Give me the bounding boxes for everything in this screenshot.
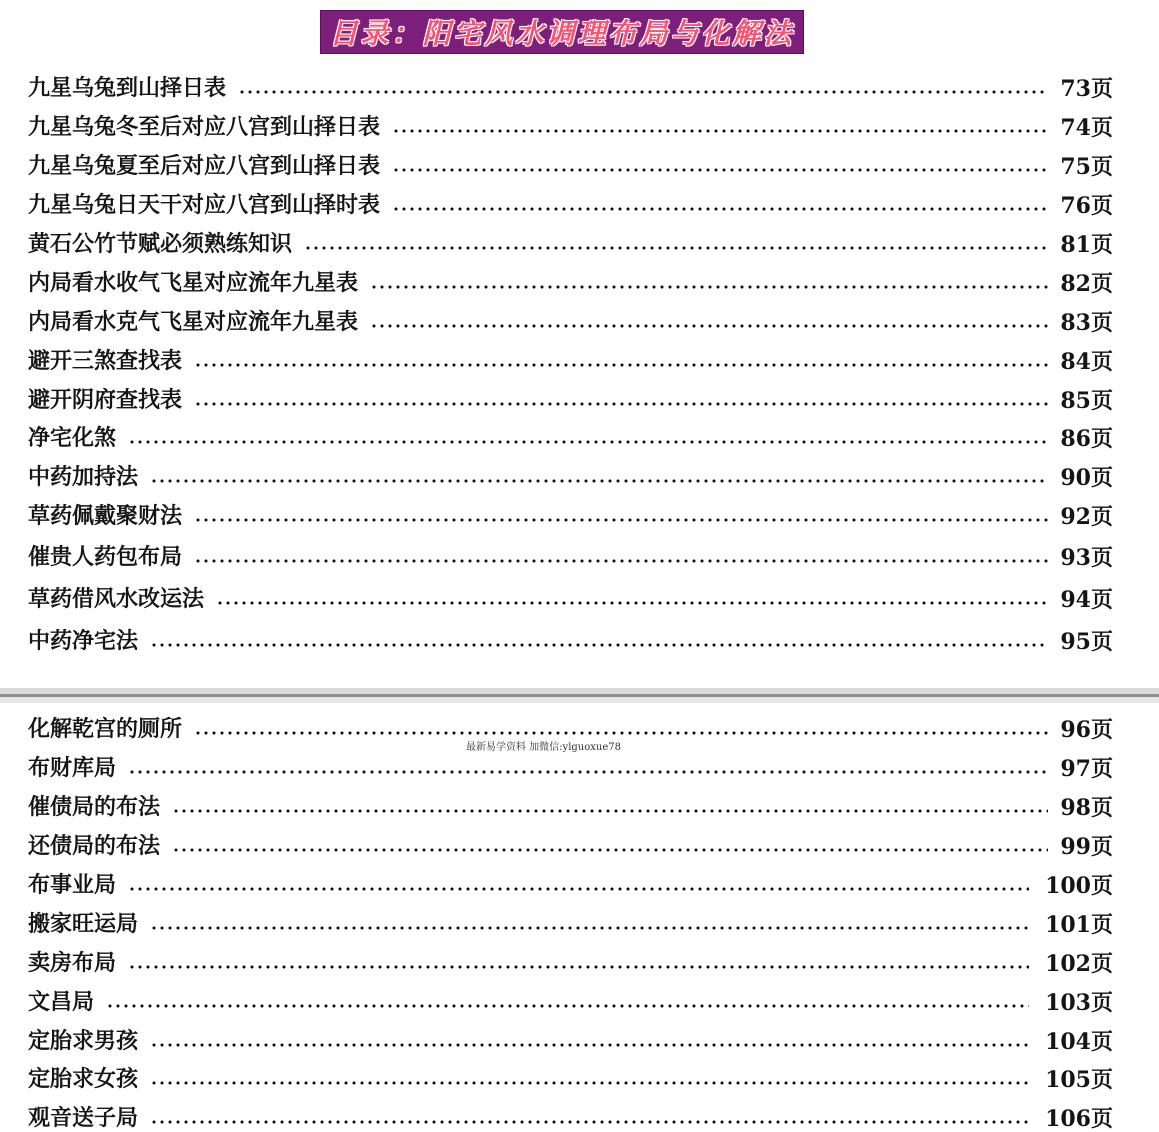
toc-entry-title: 定胎求男孩: [28, 1028, 139, 1054]
toc-entry[interactable]: [28, 828, 1113, 867]
dot-leader: [304, 246, 1048, 250]
toc-entry[interactable]: [28, 537, 1113, 579]
toc-entry-page-number: 83页: [1060, 309, 1113, 336]
toc-page-2: [0, 703, 1159, 1132]
dot-leader: [172, 809, 1048, 813]
toc-entry[interactable]: [28, 621, 1113, 663]
toc-entry-title: 九星乌兔到山择日表: [28, 76, 227, 102]
toc-entry-page-number: 86页: [1060, 426, 1113, 453]
toc-entry-title: 搬家旺运局: [28, 911, 139, 937]
toc-entry-page-number: 101页: [1045, 911, 1113, 938]
dot-leader: [150, 1081, 1029, 1085]
toc-entry-title: 中药加持法: [28, 465, 139, 491]
dot-leader: [238, 90, 1048, 94]
toc-entry[interactable]: [28, 750, 1113, 789]
toc-entry[interactable]: [28, 70, 1113, 109]
page-separator: [0, 688, 1159, 703]
toc-entry-title: 还债局的布法: [28, 834, 161, 860]
toc-entry-title: 布财库局: [28, 756, 117, 782]
toc-entry-title: 草药佩戴聚财法: [28, 504, 183, 530]
toc-entry-title: 卖房布局: [28, 950, 117, 976]
toc-entry[interactable]: [28, 264, 1113, 303]
toc-entry-page-number: 104页: [1045, 1028, 1113, 1055]
toc-entry[interactable]: [28, 148, 1113, 187]
dot-leader: [150, 1043, 1029, 1047]
dot-leader: [194, 559, 1048, 563]
toc-entry-title: 九星乌兔夏至后对应八宫到山择日表: [28, 154, 381, 180]
toc-entry-page-number: 90页: [1060, 465, 1113, 492]
toc-list-page-2: [28, 711, 1113, 1132]
dot-leader: [128, 770, 1048, 774]
toc-entry[interactable]: [28, 342, 1113, 381]
toc-entry-page-number: 102页: [1045, 950, 1113, 977]
dot-leader: [106, 1004, 1029, 1008]
dot-leader: [172, 848, 1048, 852]
toc-entry-page-number: 105页: [1045, 1067, 1113, 1094]
toc-entry-page-number: 103页: [1045, 989, 1113, 1016]
toc-entry[interactable]: [28, 303, 1113, 342]
toc-entry[interactable]: [28, 381, 1113, 420]
dot-leader: [216, 601, 1048, 605]
dot-leader: [370, 324, 1048, 328]
toc-entry-title: 布事业局: [28, 873, 117, 898]
toc-entry-page-number: 76页: [1060, 193, 1113, 220]
toc-entry-page-number: 85页: [1060, 387, 1113, 414]
toc-entry-title: 九星乌兔冬至后对应八宫到山择日表: [28, 115, 381, 141]
toc-entry-page-number: 94页: [1060, 586, 1113, 613]
dot-leader: [392, 168, 1048, 172]
toc-entry-page-number: 93页: [1060, 544, 1113, 571]
toc-entry[interactable]: [28, 109, 1113, 148]
toc-entry-title: 内局看水克气飞星对应流年九星表: [28, 309, 359, 335]
toc-entry-page-number: 98页: [1060, 795, 1113, 822]
toc-entry-page-number: 100页: [1045, 873, 1113, 899]
dot-leader: [392, 129, 1048, 133]
toc-entry-page-number: 73页: [1060, 76, 1113, 103]
toc-entry-title: 文昌局: [28, 989, 95, 1015]
toc-entry-page-number: 84页: [1060, 348, 1113, 375]
toc-entry-page-number: 95页: [1060, 628, 1113, 655]
toc-entry[interactable]: [28, 187, 1113, 226]
dot-leader: [150, 926, 1029, 930]
toc-entry-page-number: 74页: [1060, 115, 1113, 142]
dot-leader: [194, 363, 1048, 367]
toc-list-page-1: [28, 70, 1113, 663]
toc-entry-page-number: 96页: [1060, 717, 1113, 744]
toc-entry-title: 催债局的布法: [28, 795, 161, 821]
toc-entry-page-number: 75页: [1060, 154, 1113, 181]
dot-leader: [150, 643, 1048, 647]
toc-entry[interactable]: [28, 1022, 1113, 1061]
toc-entry-title: 净宅化煞: [28, 426, 117, 452]
toc-entry-page-number: 82页: [1060, 270, 1113, 297]
toc-entry[interactable]: [28, 420, 1113, 459]
toc-entry-page-number: 99页: [1060, 834, 1113, 861]
toc-entry[interactable]: [28, 867, 1113, 906]
toc-entry-title: 避开三煞查找表: [28, 348, 183, 374]
toc-entry[interactable]: [28, 1061, 1113, 1100]
toc-entry[interactable]: [28, 579, 1113, 621]
toc-entry-title: 化解乾宫的厕所: [28, 717, 183, 743]
dot-leader: [128, 965, 1029, 969]
dot-leader: [128, 440, 1048, 444]
toc-entry[interactable]: [28, 226, 1113, 265]
toc-entry-title: 中药净宅法: [28, 628, 139, 654]
toc-entry-page-number: 106页: [1045, 1106, 1113, 1132]
toc-entry-title: 九星乌兔日天干对应八宫到山择时表: [28, 193, 381, 219]
toc-entry-page-number: 92页: [1060, 504, 1113, 531]
toc-entry[interactable]: [28, 498, 1113, 537]
dot-leader: [194, 518, 1048, 522]
toc-entry-page-number: 81页: [1060, 232, 1113, 258]
toc-entry-title: 内局看水收气飞星对应流年九星表: [28, 270, 359, 296]
toc-entry[interactable]: [28, 905, 1113, 944]
toc-entry-page-number: 97页: [1060, 756, 1113, 783]
dot-leader: [194, 731, 1048, 735]
toc-entry[interactable]: [28, 1100, 1113, 1132]
watermark-text: 最新易学资料 加微信:ylguoxue78: [466, 742, 621, 753]
dot-leader: [150, 1120, 1029, 1124]
toc-title: 目录：阳宅风水调理布局与化解法: [329, 17, 795, 50]
dot-leader: [150, 479, 1048, 483]
dot-leader: [128, 887, 1029, 891]
toc-entry[interactable]: [28, 459, 1113, 498]
toc-entry-title: 定胎求女孩: [28, 1067, 139, 1093]
toc-entry-title: 黄石公竹节赋必须熟练知识: [28, 232, 293, 257]
dot-leader: [370, 285, 1048, 289]
toc-entry-title: 催贵人药包布局: [28, 544, 183, 570]
toc-entry[interactable]: [28, 983, 1113, 1022]
toc-entry[interactable]: [28, 944, 1113, 983]
toc-entry[interactable]: [28, 789, 1113, 828]
dot-leader: [392, 207, 1048, 211]
toc-entry-title: 避开阴府查找表: [28, 387, 183, 413]
toc-entry-title: 观音送子局: [28, 1106, 139, 1132]
toc-entry-title: 草药借风水改运法: [28, 586, 205, 612]
toc-title-banner: [320, 10, 804, 54]
dot-leader: [194, 402, 1048, 406]
